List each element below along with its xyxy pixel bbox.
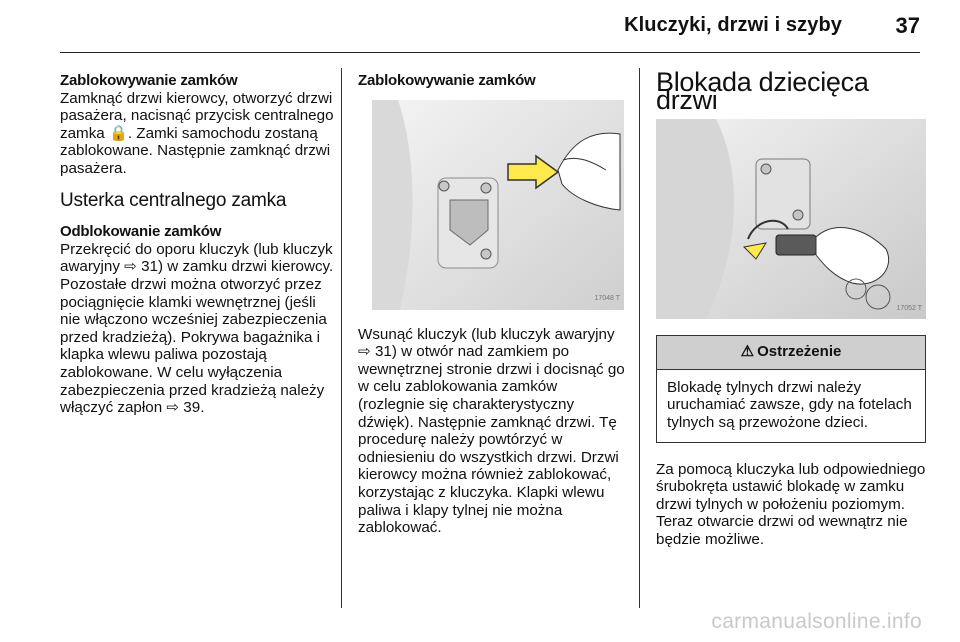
watermark: carmanualsonline.info <box>711 610 922 633</box>
section-heading-central-lock-fault: Usterka centralnego zamka <box>60 189 287 211</box>
figure-code-2: 17052 T <box>896 304 922 312</box>
column-middle <box>358 72 628 537</box>
child-lock-drawing <box>656 119 926 319</box>
warning-text: Blokadę tylnych drzwi należy uruchamiać zawsze, gdy na fotelach tylnych są przewożone dzieci. <box>667 378 912 431</box>
page-number: 37 <box>895 13 920 38</box>
column-divider-2 <box>639 68 640 608</box>
paragraph-unlocking: Przekręcić do oporu kluczyk (lub kluczyk awaryjny ⇨ 31) w zamku drzwi kierowcy. Pozostałe drzwi można otworzyć przez pociągnięcie klamki wewnętrznej (jeśli nie włączono wcześniej zabezpieczenia przed kradzieżą). Pokrywa bagażnika i klapka wlewu paliwa pozostają zablokowane. W celu wyłączenia zabezpieczenia przed kradzieżą należy włączyć zapłon ⇨ 39. <box>60 240 334 417</box>
paragraph-locking: Zamknąć drzwi kierowcy, otworzyć drzwi pasażera, nacisnąć przycisk centralnego zamka 🔒. Zamki samochodu zostaną zablokowane. Następnie zamknąć drzwi pasażera. <box>60 89 334 177</box>
paragraph-lock-from-inside: Wsunąć kluczyk (lub kluczyk awaryjny ⇨ 31) w otwór nad zamkiem po wewnętrznej stronie drzwi i docisnąć go w celu zablokowania zamków (rozlegnie się charakterystyczny dźwięk). Następnie zamknąć drzwi. Tę procedurę należy powtórzyć w odniesieniu do wszystkich drzwi. Drzwi kierowcy można również zablokować, korzystając z kluczyka. Klapki wlewu paliwa i klapy tylnej nie można zablokować. <box>358 325 625 537</box>
heading-child-lock: Blokada dziecięca drzwi <box>656 67 869 115</box>
warning-box <box>656 335 926 442</box>
page-header <box>0 0 960 52</box>
figure-code: 17048 T <box>594 295 620 302</box>
warning-icon: ⚠ <box>740 343 755 361</box>
subheading-unlocking: Odblokowanie zamków <box>60 223 222 241</box>
subheading-locking: Zablokowywanie zamków <box>60 72 238 89</box>
subheading-locking-2: Zablokowywanie zamków <box>358 72 536 89</box>
column-right <box>656 67 926 549</box>
warning-title: Ostrzeżenie <box>757 343 842 361</box>
page-title: Kluczyki, drzwi i szyby <box>624 14 842 36</box>
child-lock-illustration <box>656 119 926 319</box>
door-lock-drawing <box>358 100 624 310</box>
column-left <box>60 72 340 417</box>
paragraph-child-lock: Za pomocą kluczyka lub odpowiedniego śrubokręta ustawić blokadę w zamku drzwi tylnych w położeniu poziomym. Teraz otwarcie drzwi od wewnątrz nie będzie możliwe. <box>656 460 926 548</box>
column-divider-1 <box>341 68 342 608</box>
warning-header <box>657 336 925 370</box>
header-divider <box>60 52 920 53</box>
door-lock-illustration <box>358 100 624 310</box>
